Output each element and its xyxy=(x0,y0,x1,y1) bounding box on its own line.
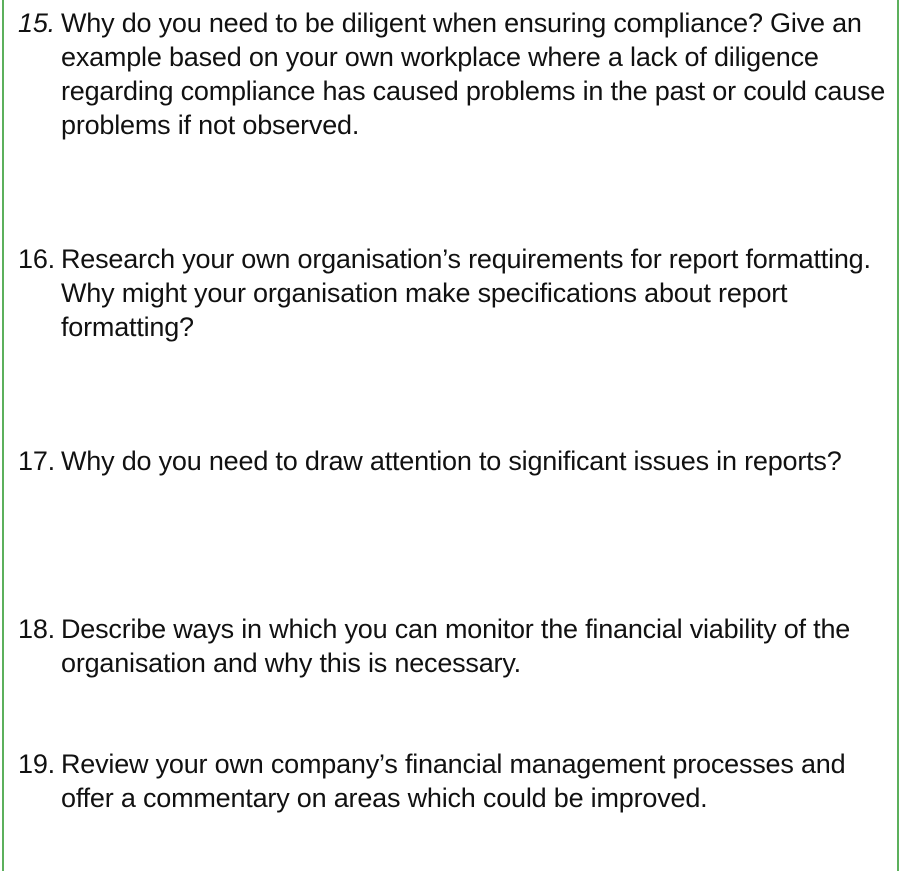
question-item-18 xyxy=(18,612,888,680)
question-text: Describe ways in which you can monitor the financial viability of the organisation and why this is necessary. xyxy=(61,614,851,678)
question-number: 17. xyxy=(18,446,55,476)
question-number: 15. xyxy=(18,8,55,38)
question-text: Research your own organisation’s requirements for report formatting. Why might your organisation make specifications about report formatting? xyxy=(61,244,871,342)
question-item-19 xyxy=(18,747,888,815)
question-number: 18. xyxy=(18,614,55,644)
question-item-17 xyxy=(18,444,888,478)
question-number: 16. xyxy=(18,244,55,274)
question-text: Why do you need to be diligent when ensuring compliance? Give an example based on your own workplace where a lack of diligence regarding compliance has caused problems in the past or could cause problems if not observed. xyxy=(61,8,886,140)
question-item-15 xyxy=(18,6,888,142)
question-item-16 xyxy=(18,242,888,344)
question-number: 19. xyxy=(18,749,55,779)
question-text: Why do you need to draw attention to significant issues in reports? xyxy=(61,446,842,476)
question-text: Review your own company’s financial management processes and offer a commentary on areas which could be improved. xyxy=(61,749,846,813)
